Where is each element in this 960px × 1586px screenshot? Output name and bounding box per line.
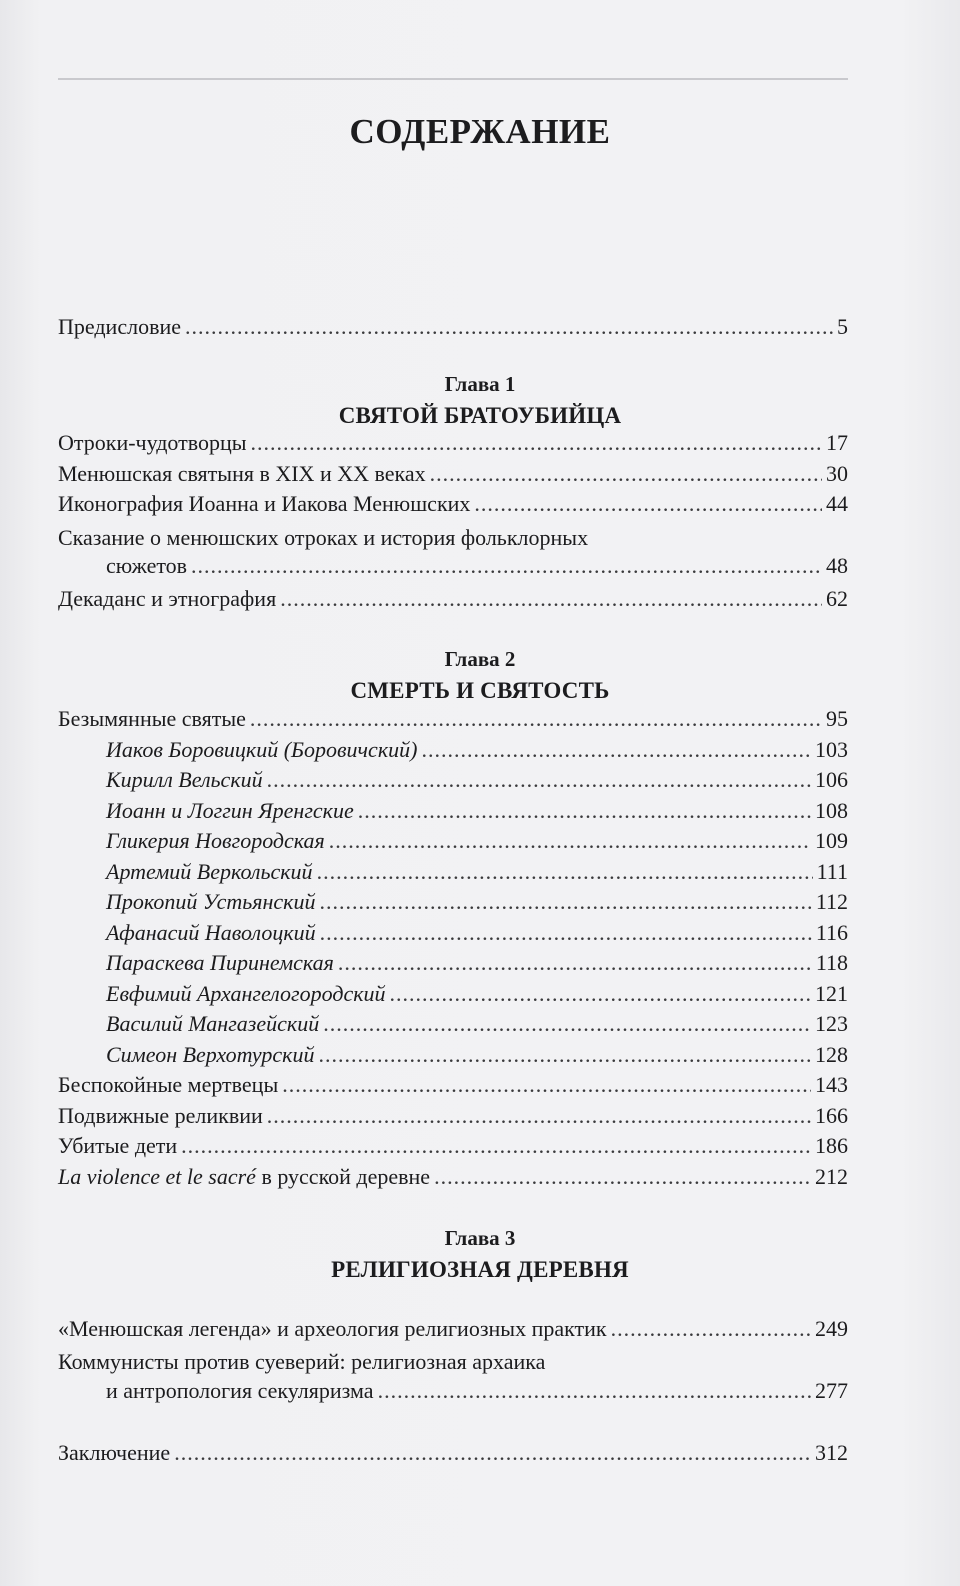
toc-entry-label: Убитые дети: [58, 1133, 178, 1158]
toc-subentry[interactable]: [106, 948, 848, 978]
leader-dots: [267, 765, 811, 795]
toc-page-number: 5: [837, 314, 848, 339]
toc-page-number: 143: [815, 1072, 848, 1097]
toc-entry-label: Безымянные святые: [58, 706, 246, 731]
toc-subentry[interactable]: [106, 796, 848, 826]
leader-dots: [181, 1131, 811, 1161]
leader-dots: [358, 796, 811, 826]
toc-page-number: 62: [826, 586, 848, 611]
toc-entry-preface[interactable]: [58, 312, 848, 342]
toc-entry[interactable]: [58, 1070, 848, 1100]
page-title: СОДЕРЖАНИЕ: [349, 112, 611, 151]
leader-dots: [338, 948, 812, 978]
toc-entry[interactable]: [58, 459, 848, 489]
toc-subentry[interactable]: [106, 1040, 848, 1070]
leader-dots: [282, 1070, 811, 1100]
toc-page-number: 166: [815, 1103, 848, 1128]
leader-dots: [320, 918, 812, 948]
toc-page-number: 186: [815, 1133, 848, 1158]
toc-entry-label: Евфимий Архангелогородский: [106, 981, 386, 1006]
leader-dots: [430, 459, 822, 489]
leader-dots: [611, 1314, 811, 1344]
toc-entry-label: «Менюшская легенда» и археология религиозных практик: [58, 1316, 607, 1341]
toc-subentry[interactable]: [106, 887, 848, 917]
toc-page-number: 312: [815, 1440, 848, 1465]
toc-entry-first-line[interactable]: Сказание о менюшских отроках и история фольклорных: [58, 525, 589, 550]
toc-subentry[interactable]: [106, 826, 848, 856]
toc-page-number: 44: [826, 491, 848, 516]
leader-dots: [390, 979, 811, 1009]
toc-subentry[interactable]: [106, 735, 848, 765]
toc-entry[interactable]: [58, 584, 848, 614]
leader-dots: [421, 735, 811, 765]
toc-entry-first-line[interactable]: Коммунисты против суеверий: религиозная архаика: [58, 1349, 546, 1374]
toc-entry-label: Кирилл Вельский: [106, 767, 263, 792]
toc-entry-label: Симеон Верхотурский: [106, 1042, 315, 1067]
leader-dots: [185, 312, 833, 342]
toc-entry-label: Иконография Иоанна и Иакова Менюшских: [58, 491, 471, 516]
leader-dots: [319, 887, 811, 917]
toc-page-number: 118: [815, 950, 848, 975]
toc-entry-label: сюжетов: [106, 553, 188, 578]
chapter-heading: [0, 372, 960, 429]
toc-page-number: 128: [815, 1042, 848, 1067]
toc-entry-label-rest: в русской деревне: [255, 1164, 431, 1189]
toc-entry[interactable]: [58, 1131, 848, 1161]
toc-page-number: 106: [815, 767, 848, 792]
toc-page-number: 30: [826, 461, 848, 486]
chapter-number: Глава 3: [444, 1226, 516, 1250]
toc-page-number: 103: [815, 737, 848, 762]
leader-dots: [251, 428, 822, 458]
toc-entry-label: Декаданс и этнография: [58, 586, 277, 611]
toc-page-number: 108: [815, 798, 848, 823]
leader-dots: [378, 1376, 811, 1406]
toc-entry-label: [58, 1162, 430, 1192]
chapter-number: Глава 2: [444, 647, 516, 671]
leader-dots: [329, 826, 811, 856]
toc-entry-label: Прокопий Устьянский: [106, 889, 316, 914]
toc-page-number: 112: [815, 889, 848, 914]
leader-dots: [318, 1040, 811, 1070]
header-rule: [58, 78, 848, 80]
toc-subentry[interactable]: [106, 979, 848, 1009]
toc-page-number: 48: [826, 553, 848, 578]
leader-dots: [250, 704, 822, 734]
toc-page-number: 95: [826, 706, 848, 731]
leader-dots: [280, 584, 822, 614]
toc-entry[interactable]: [58, 1162, 848, 1192]
chapter-number: Глава 1: [444, 372, 516, 396]
chapter-name: СМЕРТЬ И СВЯТОСТЬ: [350, 678, 610, 703]
toc-subentry[interactable]: [106, 765, 848, 795]
toc-entry[interactable]: [58, 1101, 848, 1131]
toc-entry-label: Подвижные реликвии: [58, 1103, 263, 1128]
chapter-name: СВЯТОЙ БРАТОУБИЙЦА: [338, 403, 622, 428]
toc-page-number: 17: [826, 430, 848, 455]
toc-entry-label: Иаков Боровицкий (Боровичский): [106, 737, 418, 762]
toc-entry-label: Артемий Веркольский: [106, 859, 313, 884]
chapter-heading: [0, 1226, 960, 1283]
toc-page-number: 111: [816, 859, 848, 884]
toc-entry-label: Менюшская святыня в XIX и XX веках: [58, 461, 426, 486]
toc-page-number: 116: [815, 920, 848, 945]
leader-dots: [191, 551, 822, 581]
chapter-name: РЕЛИГИОЗНАЯ ДЕРЕВНЯ: [331, 1257, 629, 1282]
toc-entry-label: Параскева Пиринемская: [106, 950, 334, 975]
toc-entry-label: Иоанн и Логгин Яренгские: [106, 798, 354, 823]
toc-entry-label: Предисловие: [58, 314, 181, 339]
toc-page-number: 109: [815, 828, 848, 853]
toc-entry[interactable]: [58, 1314, 848, 1344]
toc-entry[interactable]: [58, 428, 848, 458]
toc-subentry[interactable]: [106, 857, 848, 887]
toc-entry-label: Афанасий Наволоцкий: [106, 920, 316, 945]
toc-entry-label: Отроки-чудотворцы: [58, 430, 247, 455]
leader-dots: [317, 857, 813, 887]
leader-dots: [474, 489, 822, 519]
toc-entry-label: Василий Мангазейский: [106, 1011, 320, 1036]
leader-dots: [267, 1101, 811, 1131]
toc-subentry[interactable]: [106, 1009, 848, 1039]
toc-entry-label: Заключение: [58, 1440, 171, 1465]
leader-dots: [434, 1162, 811, 1192]
toc-entry-label: Гликерия Новгородская: [106, 828, 325, 853]
toc-page-number: 212: [815, 1164, 848, 1189]
toc-page-number: 123: [815, 1011, 848, 1036]
chapter-heading: [0, 647, 960, 704]
toc-page-number: 121: [815, 981, 848, 1006]
toc-entry-label-italic: La violence et le sacré: [58, 1164, 256, 1189]
toc-page-number: 277: [815, 1378, 848, 1403]
toc-entry-conclusion[interactable]: [58, 1438, 848, 1468]
toc-page-number: 249: [815, 1316, 848, 1341]
toc-entry-label: Беспокойные мертвецы: [58, 1072, 279, 1097]
toc-entry[interactable]: [58, 704, 848, 734]
toc-entry-continuation[interactable]: [106, 1376, 848, 1406]
toc-entry-continuation[interactable]: [106, 551, 848, 581]
leader-dots: [323, 1009, 811, 1039]
toc-entry-label: и антропология секуляризма: [106, 1378, 374, 1403]
toc-subentry[interactable]: [106, 918, 848, 948]
leader-dots: [174, 1438, 811, 1468]
toc-entry[interactable]: [58, 489, 848, 519]
